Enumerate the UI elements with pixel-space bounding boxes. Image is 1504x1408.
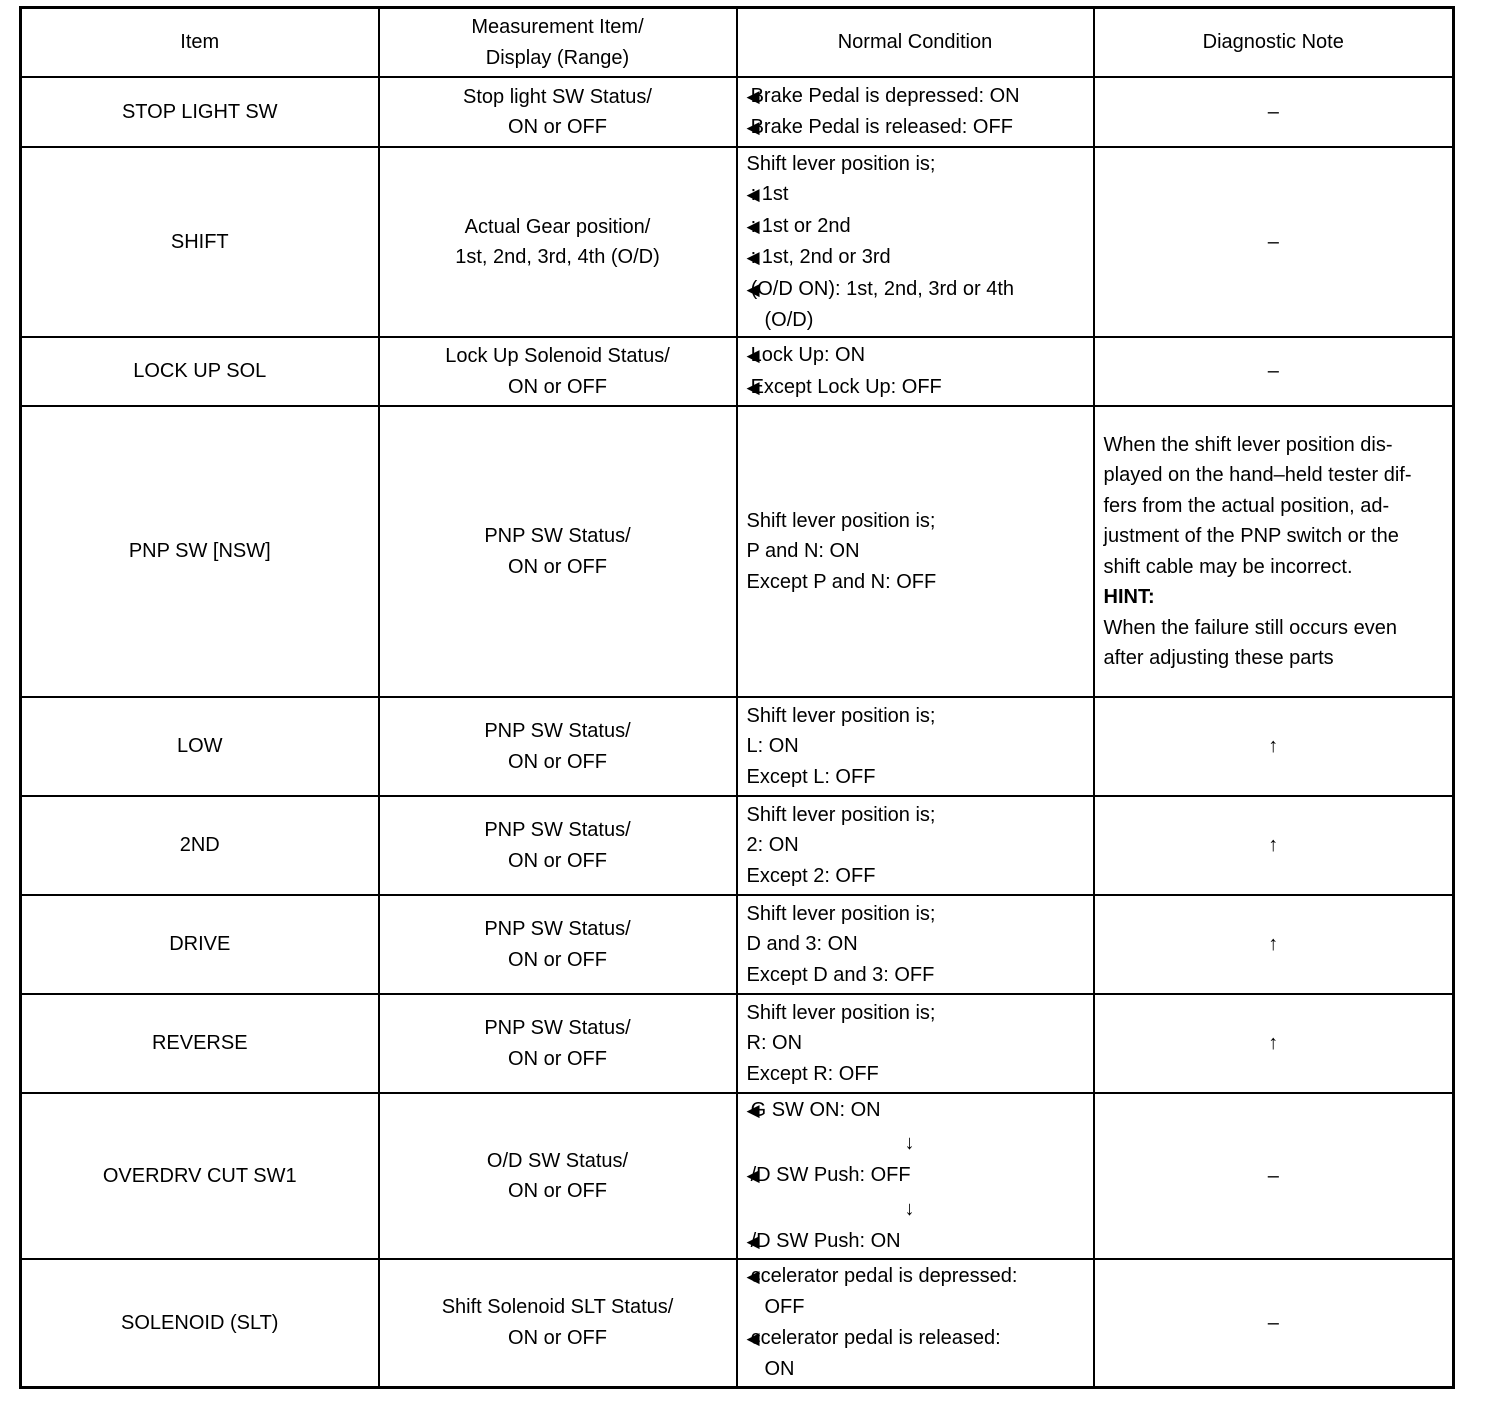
down-arrow-icon: ↓ [904,1197,915,1220]
bullet-icon: ◀ [746,86,751,106]
item-cell: REVERSE [21,994,379,1093]
measurement-cell: Stop light SW Status/ ON or OFF [379,77,737,147]
item-cell: SOLENOID (SLT) [21,1259,379,1387]
table-row [21,147,1454,337]
item-cell: SHIFT [21,147,379,337]
table-row [21,994,1454,1093]
normal-condition-cell: Shift lever position is; P and N: ON Except P and N: OFF [737,406,1094,697]
bullet-icon: ◀ [746,118,751,137]
bullet-icon: ◀ [746,1266,751,1286]
item-cell: 2ND [21,796,379,895]
normal-condition-cell: Shift lever position is; 2: ON Except 2: OFF [737,796,1094,895]
table-row [21,895,1454,994]
bullet-icon: ◀ [746,248,751,267]
bullet-icon: ◀ [746,1231,751,1251]
bullet-icon: ◀ [746,346,751,365]
up-arrow-icon: ↑ [1094,796,1454,895]
bullet-icon: ◀ [746,185,751,204]
diagnostic-note-cell: – [1094,147,1454,337]
diagnostic-note-cell: – [1094,1093,1454,1259]
diagnostic-note-cell: – [1094,337,1454,406]
header-diagnostic-note: Diagnostic Note [1094,8,1454,78]
normal-condition-cell: ◀Brake Pedal is depressed: ON ◀Brake Pedal is released: OFF [737,77,1094,147]
measurement-cell: Shift Solenoid SLT Status/ ON or OFF [379,1259,737,1387]
normal-condition-cell: Shift lever position is; R: ON Except R: OFF [737,994,1094,1093]
bullet-icon: ◀ [746,279,751,299]
bullet-icon: ◀ [746,1166,751,1186]
measurement-cell: Actual Gear position/ 1st, 2nd, 3rd, 4th (O/D) [379,147,737,337]
measurement-cell: PNP SW Status/ ON or OFF [379,895,737,994]
up-arrow-icon: ↑ [1094,697,1454,796]
normal-condition-cell: ◀G SW ON: ON ↓ ◀/D SW Push: OFF ↓ ◀/D SW Push: ON [737,1093,1094,1259]
measurement-cell: O/D SW Status/ ON or OFF [379,1093,737,1259]
table-row [21,1259,1454,1387]
up-arrow-icon: ↑ [1094,895,1454,994]
header-normal-condition: Normal Condition [737,8,1094,78]
item-cell: STOP LIGHT SW [21,77,379,147]
table-row [21,1093,1454,1259]
normal-condition-cell: Shift lever position is; ◀: 1st ◀: 1st or 2nd ◀: 1st, 2nd or 3rd ◀(O/D ON): 1st, 2nd, 3rd or 4th (O/D) [737,147,1094,337]
normal-condition-cell: Shift lever position is; D and 3: ON Except D and 3: OFF [737,895,1094,994]
bullet-icon: ◀ [746,216,751,236]
normal-condition-cell: ◀ccelerator pedal is depressed: OFF ◀ccelerator pedal is released: ON [737,1259,1094,1387]
bullet-icon: ◀ [746,1100,751,1120]
measurement-cell: PNP SW Status/ ON or OFF [379,697,737,796]
header-item: Item [21,8,379,78]
measurement-cell: PNP SW Status/ ON or OFF [379,994,737,1093]
down-arrow-icon: ↓ [904,1132,915,1155]
table-row [21,796,1454,895]
measurement-cell: Lock Up Solenoid Status/ ON or OFF [379,337,737,406]
table-row [21,77,1454,147]
data-table [19,6,1455,1389]
table-row [21,337,1454,406]
bullet-icon: ◀ [746,377,751,397]
up-arrow-icon: ↑ [1094,994,1454,1093]
normal-condition-cell: Shift lever position is; L: ON Except L: OFF [737,697,1094,796]
item-cell: LOW [21,697,379,796]
table-row [21,697,1454,796]
item-cell: OVERDRV CUT SW1 [21,1093,379,1259]
diagnostic-note-cell: When the shift lever position dis- played on the hand–held tester dif- fers from the actual position, ad- justment of the PNP switch or the shift cable may be incorrect. HINT: When the failure still occurs even after adjusting these parts [1094,406,1454,697]
table-row [21,406,1454,697]
normal-condition-cell: ◀Lock Up: ON ◀Except Lock Up: OFF [737,337,1094,406]
diagnostic-note-cell: – [1094,1259,1454,1387]
item-cell: PNP SW [NSW] [21,406,379,697]
diagnostic-note-cell: – [1094,77,1454,147]
item-cell: LOCK UP SOL [21,337,379,406]
measurement-cell: PNP SW Status/ ON or OFF [379,796,737,895]
measurement-cell: PNP SW Status/ ON or OFF [379,406,737,697]
header-row [21,8,1454,78]
bullet-icon: ◀ [746,1328,751,1348]
item-cell: DRIVE [21,895,379,994]
header-measurement: Measurement Item/ Display (Range) [379,8,737,78]
